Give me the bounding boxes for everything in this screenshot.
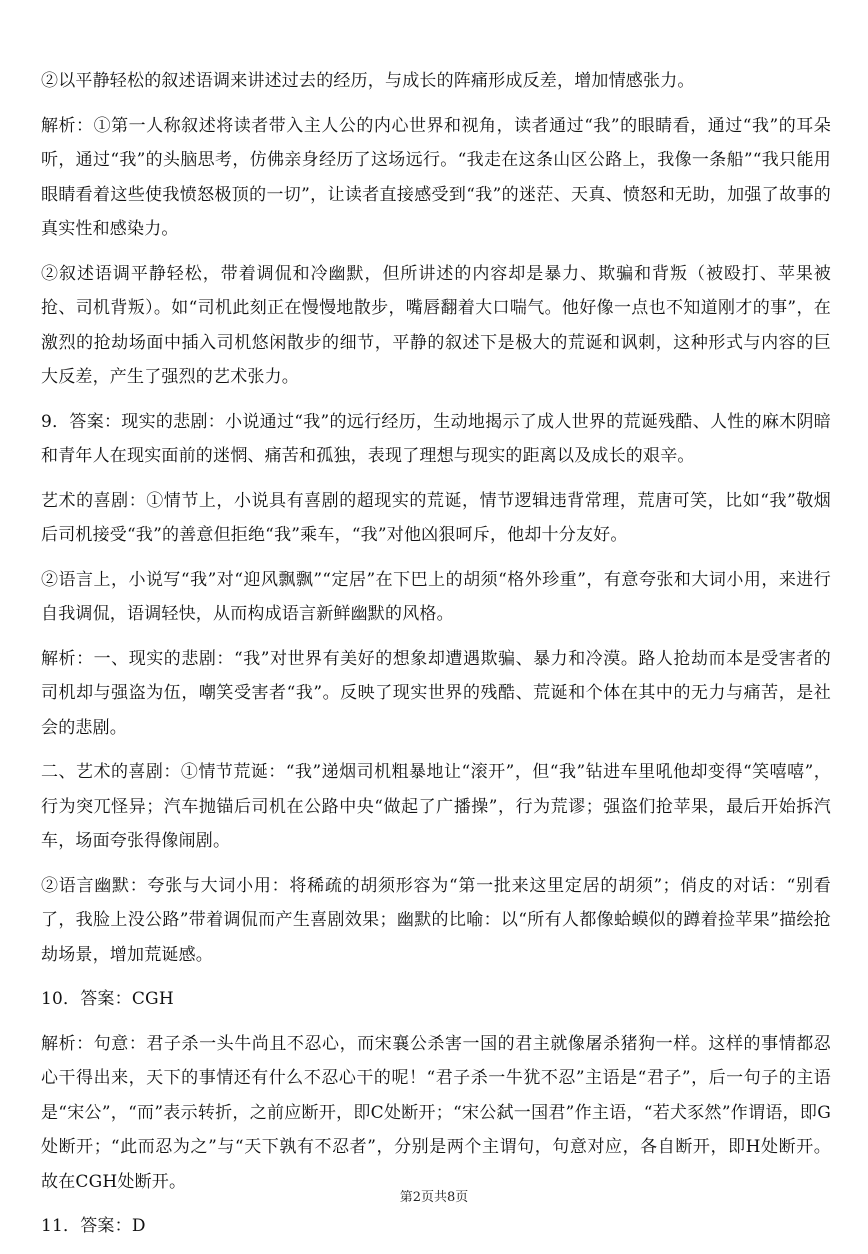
paragraph-analysis-9-comedy-language: ②语言幽默：夸张与大词小用：将稀疏的胡须形容为“第一批来这里定居的胡须”；俏皮的对话：“别看了，我脸上没公路”带着调侃而产生喜剧效果；幽默的比喻：以“所有人都像蛤蟆似的蹲着捡苹果”描绘抢劫场景，增加荒诞感。 [41,875,831,965]
paragraph-answer-8-point-2: ②以平静轻松的叙述语调来讲述过去的经历，与成长的阵痛形成反差，增加情感张力。 [41,71,695,91]
page-indicator: 第2页共8页 [399,1190,469,1205]
paragraph-answer-9-comedy-language: ②语言上，小说写“我”对“迎风飘飘”“定居”在下巴上的胡须“格外珍重”，有意夸张和大词小用，来进行自我调侃，语调轻快，从而构成语言新鲜幽默的风格。 [41,569,831,624]
paragraph-answer-9-comedy-plot: 艺术的喜剧：①情节上，小说具有喜剧的超现实的荒诞，情节逻辑违背常理，荒唐可笑，比如“我”敬烟后司机接受“我”的善意但拒绝“我”乘车，“我”对他凶狠呵斥，他却十分友好。 [41,490,831,545]
paragraph-analysis-9-comedy-plot: 二、艺术的喜剧：①情节荒诞：“我”递烟司机粗暴地让“滚开”，但“我”钻进车里吼他却变得“笑嘻嘻”，行为突兀怪异；汽车抛锚后司机在公路中央“做起了广播操”，行为荒谬；强盗们抢苹果，最后开始拆汽车，场面夸张得像闹剧。 [41,762,831,851]
paragraph-analysis-8-point-1: 解析：①第一人称叙述将读者带入主人公的内心世界和视角，读者通过“我”的眼睛看，通过“我”的耳朵听，通过“我”的头脑思考，仿佛亲身经历了这场远行。“我走在这条山区公路上，我像一条船”“我只能用眼睛看着这些使我愤怒极顶的一切”，让读者直接感受到“我”的迷茫、天真、愤怒和无助，加强了故事的真实性和感染力。 [41,115,831,239]
paragraph-answer-11: 11．答案：D [41,1216,146,1236]
document-body [41,64,831,1254]
paragraph-answer-9-reality: 9．答案：现实的悲剧：小说通过“我”的远行经历，生动地揭示了成人世界的荒诞残酷、人性的麻木阴暗和青年人在现实面前的迷惘、痛苦和孤独，表现了理想与现实的距离以及成长的艰辛。 [41,411,831,466]
paragraph-analysis-8-point-2: ②叙述语调平静轻松，带着调侃和冷幽默，但所讲述的内容却是暴力、欺骗和背叛（被殴打、苹果被抢、司机背叛）。如“司机此刻正在慢慢地散步，嘴唇翻着大口喘气。他好像一点也不知道刚才的事”，在激烈的抢劫场面中插入司机悠闲散步的细节，平静的叙述下是极大的荒诞和讽刺，这种形式与内容的巨大反差，产生了强烈的艺术张力。 [41,263,831,387]
paragraph-analysis-10: 解析：句意：君子杀一头牛尚且不忍心，而宋襄公杀害一国的君主就像屠杀猪狗一样。这样的事情都忍心干得出来，天下的事情还有什么不忍心干的呢！“君子杀一牛犹不忍”主语是“君子”，后一句子的主语是“宋公”，“而”表示转折，之前应断开，即C处断开；“宋公弑一国君”作主语，“若犬豕然”作谓语，即G处断开；“此而忍为之”与“天下孰有不忍者”，分别是两个主谓句，句意对应，各自断开，即H处断开。故在CGH处断开。 [41,1033,831,1192]
paragraph-analysis-9-tragedy: 解析：一、现实的悲剧：“我”对世界有美好的想象却遭遇欺骗、暴力和冷漠。路人抢劫而本是受害者的司机却与强盗为伍，嘲笑受害者“我”。反映了现实世界的残酷、荒诞和个体在其中的无力与痛苦，是社会的悲剧。 [41,648,831,738]
paragraph-answer-10: 10．答案：CGH [41,989,174,1009]
page-footer [0,1186,868,1205]
